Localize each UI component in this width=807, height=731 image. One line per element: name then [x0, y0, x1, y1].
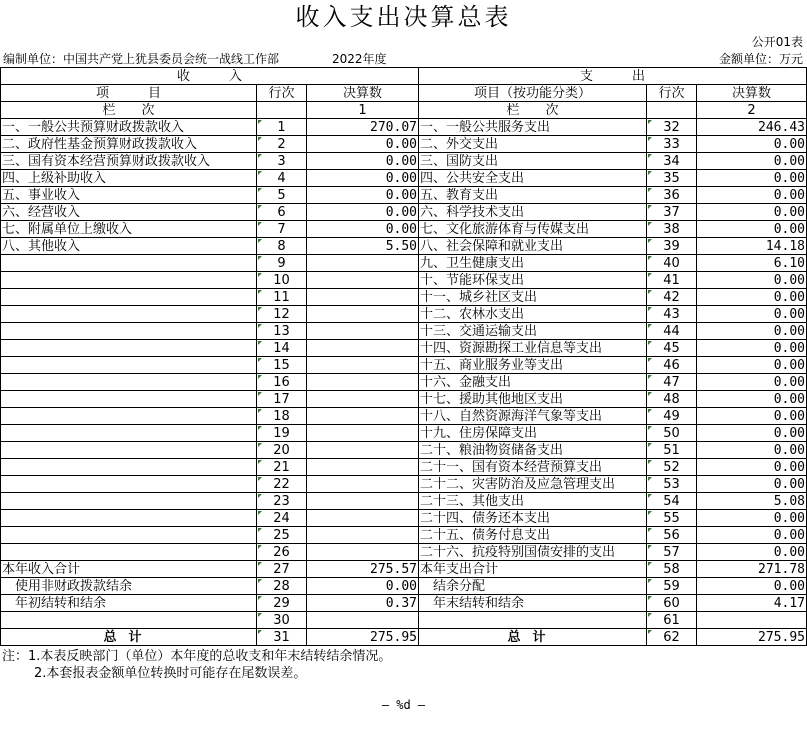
income-line-cell: 25 [257, 527, 307, 544]
expense-item-cell: 三、国防支出 [419, 153, 647, 170]
table-row [1, 357, 807, 374]
table-row [1, 510, 807, 527]
income-line-cell: 11 [257, 289, 307, 306]
income-line-cell: 31 [257, 629, 307, 646]
expense-item-cell: 十二、农林水支出 [419, 306, 647, 323]
income-item-cell: 三、国有资本经营预算财政拨款收入 [1, 153, 257, 170]
table-row [1, 340, 807, 357]
income-line-cell: 23 [257, 493, 307, 510]
expense-amount-cell: 0.00 [697, 153, 807, 170]
table-row [1, 374, 807, 391]
expense-line-header: 行次 [647, 85, 697, 102]
expense-amount-cell: 271.78 [697, 561, 807, 578]
income-line-cell: 14 [257, 340, 307, 357]
income-line-cell: 6 [257, 204, 307, 221]
income-item-cell [1, 357, 257, 374]
income-amount-cell [307, 323, 419, 340]
income-line-cell: 17 [257, 391, 307, 408]
expense-item-cell: 十九、住房保障支出 [419, 425, 647, 442]
income-item-cell: 总计 [1, 629, 257, 646]
expense-amount-cell: 5.08 [697, 493, 807, 510]
income-line-cell: 20 [257, 442, 307, 459]
table-row [1, 323, 807, 340]
expense-line-cell: 61 [647, 612, 697, 629]
expense-line-cell: 39 [647, 238, 697, 255]
income-amount-cell [307, 255, 419, 272]
table-row [1, 595, 807, 612]
income-amount-cell [307, 391, 419, 408]
income-item-cell: 本年收入合计 [1, 561, 257, 578]
income-amount-cell: 275.95 [307, 629, 419, 646]
expense-item-cell: 四、公共安全支出 [419, 170, 647, 187]
income-item-cell: 年初结转和结余 [1, 595, 257, 612]
income-amount-header: 决算数 [307, 85, 419, 102]
expense-line-cell: 44 [647, 323, 697, 340]
table-row [1, 391, 807, 408]
income-line-cell: 9 [257, 255, 307, 272]
income-amount-cell [307, 289, 419, 306]
expense-header: 支 出 [419, 68, 807, 85]
income-item-cell: 一、一般公共预算财政拨款收入 [1, 119, 257, 136]
table-row [1, 544, 807, 561]
income-amount-cell: 0.00 [307, 170, 419, 187]
income-line-cell: 16 [257, 374, 307, 391]
income-line-cell: 21 [257, 459, 307, 476]
expense-amount-cell: 0.00 [697, 408, 807, 425]
expense-item-cell: 一、一般公共服务支出 [419, 119, 647, 136]
expense-item-cell: 二、外交支出 [419, 136, 647, 153]
income-expense-table [0, 67, 807, 646]
expense-line-cell: 37 [647, 204, 697, 221]
income-item-cell [1, 459, 257, 476]
expense-amount-cell: 0.00 [697, 425, 807, 442]
expense-item-cell: 十四、资源勘探工业信息等支出 [419, 340, 647, 357]
expense-item-cell: 五、教育支出 [419, 187, 647, 204]
expense-item-cell [419, 612, 647, 629]
expense-amount-cell: 14.18 [697, 238, 807, 255]
income-line-cell: 3 [257, 153, 307, 170]
table-row [1, 136, 807, 153]
expense-amount-cell [697, 612, 807, 629]
header-row-section [1, 68, 807, 85]
income-line-cell: 24 [257, 510, 307, 527]
expense-item-cell: 二十、粮油物资储备支出 [419, 442, 647, 459]
income-amount-cell [307, 442, 419, 459]
income-item-cell [1, 510, 257, 527]
expense-item-cell: 八、社会保障和就业支出 [419, 238, 647, 255]
income-amount-cell: 0.00 [307, 221, 419, 238]
table-row [1, 612, 807, 629]
expense-line-cell: 54 [647, 493, 697, 510]
expense-line-cell: 47 [647, 374, 697, 391]
income-item-cell: 二、政府性基金预算财政拨款收入 [1, 136, 257, 153]
expense-item-cell: 二十三、其他支出 [419, 493, 647, 510]
income-amount-cell: 0.00 [307, 136, 419, 153]
income-amount-cell: 0.00 [307, 153, 419, 170]
expense-amount-cell: 0.00 [697, 459, 807, 476]
income-line-cell: 5 [257, 187, 307, 204]
expense-line-cell: 57 [647, 544, 697, 561]
income-column-label: 栏 次 [1, 102, 257, 119]
income-amount-cell: 0.37 [307, 595, 419, 612]
income-amount-cell [307, 459, 419, 476]
expense-item-cell: 十、节能环保支出 [419, 272, 647, 289]
expense-item-cell: 二十四、债务还本支出 [419, 510, 647, 527]
report-meta [0, 51, 807, 67]
income-line-cell: 7 [257, 221, 307, 238]
income-line-cell: 15 [257, 357, 307, 374]
income-line-cell: 18 [257, 408, 307, 425]
table-row [1, 306, 807, 323]
expense-item-cell: 二十二、灾害防治及应急管理支出 [419, 476, 647, 493]
expense-amount-cell: 0.00 [697, 340, 807, 357]
note-2: 2.本套报表金额单位转换时可能存在尾数误差。 [34, 666, 307, 681]
expense-item-cell: 九、卫生健康支出 [419, 255, 647, 272]
income-item-cell: 八、其他收入 [1, 238, 257, 255]
table-row [1, 153, 807, 170]
expense-amount-cell: 0.00 [697, 306, 807, 323]
income-amount-cell: 0.00 [307, 578, 419, 595]
income-item-cell [1, 272, 257, 289]
table-row [1, 238, 807, 255]
expense-column-label: 栏 次 [419, 102, 647, 119]
expense-item-cell: 七、文化旅游体育与传媒支出 [419, 221, 647, 238]
expense-amount-cell: 0.00 [697, 476, 807, 493]
expense-line-cell: 33 [647, 136, 697, 153]
income-line-cell: 2 [257, 136, 307, 153]
expense-line-cell: 58 [647, 561, 697, 578]
income-item-cell [1, 374, 257, 391]
report-year: 2022年度 [332, 52, 387, 66]
table-row [1, 629, 807, 646]
expense-line-cell: 38 [647, 221, 697, 238]
income-line-cell: 22 [257, 476, 307, 493]
income-item-cell [1, 255, 257, 272]
table-row [1, 170, 807, 187]
expense-amount-cell: 275.95 [697, 629, 807, 646]
expense-item-cell: 二十一、国有资本经营预算支出 [419, 459, 647, 476]
expense-amount-cell: 6.10 [697, 255, 807, 272]
income-amount-cell [307, 527, 419, 544]
income-amount-cell [307, 408, 419, 425]
expense-amount-cell: 0.00 [697, 510, 807, 527]
expense-item-cell: 十一、城乡社区支出 [419, 289, 647, 306]
note-1: 注：1.本表反映部门（单位）本年度的总收支和年末结转结余情况。 [2, 649, 392, 664]
expense-item-cell: 六、科学技术支出 [419, 204, 647, 221]
income-line-cell: 27 [257, 561, 307, 578]
expense-amount-cell: 0.00 [697, 323, 807, 340]
expense-item-cell: 二十五、债务付息支出 [419, 527, 647, 544]
expense-line-cell: 41 [647, 272, 697, 289]
income-item-cell [1, 544, 257, 561]
income-line-cell: 12 [257, 306, 307, 323]
income-amount-cell [307, 476, 419, 493]
income-amount-cell [307, 510, 419, 527]
expense-line-cell: 53 [647, 476, 697, 493]
expense-item-cell: 十五、商业服务业等支出 [419, 357, 647, 374]
expense-line-cell: 36 [647, 187, 697, 204]
table-row [1, 187, 807, 204]
income-item-header: 项 目 [1, 85, 257, 102]
header-row-columns [1, 85, 807, 102]
income-amount-cell [307, 374, 419, 391]
expense-amount-cell: 0.00 [697, 442, 807, 459]
table-row [1, 204, 807, 221]
page-title: 收入支出决算总表 [295, 3, 512, 31]
expense-amount-header: 决算数 [697, 85, 807, 102]
income-item-cell: 六、经营收入 [1, 204, 257, 221]
income-item-cell [1, 425, 257, 442]
table-row [1, 119, 807, 136]
expense-line-cell: 40 [647, 255, 697, 272]
income-item-cell: 四、上级补助收入 [1, 170, 257, 187]
income-line-cell: 1 [257, 119, 307, 136]
expense-item-cell: 十三、交通运输支出 [419, 323, 647, 340]
expense-amount-cell: 0.00 [697, 187, 807, 204]
income-item-cell: 七、附属单位上缴收入 [1, 221, 257, 238]
table-row [1, 527, 807, 544]
expense-item-cell: 年末结转和结余 [419, 595, 647, 612]
income-line-cell: 29 [257, 595, 307, 612]
income-amount-cell: 0.00 [307, 204, 419, 221]
table-code: 公开01表 [751, 35, 803, 49]
expense-amount-cell: 0.00 [697, 204, 807, 221]
page-footer: — %d — [381, 698, 426, 712]
income-line-cell: 26 [257, 544, 307, 561]
expense-amount-cell: 0.00 [697, 357, 807, 374]
income-item-cell [1, 493, 257, 510]
table-row [1, 493, 807, 510]
expense-line-cell: 56 [647, 527, 697, 544]
expense-line-cell: 32 [647, 119, 697, 136]
expense-line-cell: 45 [647, 340, 697, 357]
expense-line-cell: 52 [647, 459, 697, 476]
income-line-cell: 8 [257, 238, 307, 255]
income-item-cell [1, 340, 257, 357]
income-item-cell [1, 391, 257, 408]
income-item-cell: 使用非财政拨款结余 [1, 578, 257, 595]
table-row [1, 221, 807, 238]
income-amount-cell [307, 544, 419, 561]
expense-line-cell: 51 [647, 442, 697, 459]
table-row [1, 561, 807, 578]
amount-unit: 金额单位：万元 [718, 52, 803, 66]
header-row-column-index [1, 102, 807, 119]
income-amount-cell [307, 340, 419, 357]
expense-amount-cell: 0.00 [697, 391, 807, 408]
income-amount-cell [307, 357, 419, 374]
income-column-number: 1 [307, 102, 419, 119]
expense-line-cell: 46 [647, 357, 697, 374]
expense-line-cell: 50 [647, 425, 697, 442]
expense-amount-cell: 0.00 [697, 221, 807, 238]
expense-line-cell: 62 [647, 629, 697, 646]
income-amount-cell: 0.00 [307, 187, 419, 204]
expense-amount-cell: 0.00 [697, 544, 807, 561]
income-line-header: 行次 [257, 85, 307, 102]
income-item-cell: 五、事业收入 [1, 187, 257, 204]
table-row [1, 442, 807, 459]
expense-item-cell: 二十六、抗疫特别国债安排的支出 [419, 544, 647, 561]
table-row [1, 476, 807, 493]
expense-amount-cell: 246.43 [697, 119, 807, 136]
income-amount-cell [307, 425, 419, 442]
expense-line-cell: 55 [647, 510, 697, 527]
expense-amount-cell: 0.00 [697, 136, 807, 153]
income-amount-cell: 270.07 [307, 119, 419, 136]
expense-column-number: 2 [697, 102, 807, 119]
income-item-cell [1, 306, 257, 323]
expense-amount-cell: 0.00 [697, 272, 807, 289]
income-amount-cell [307, 272, 419, 289]
expense-line-cell: 34 [647, 153, 697, 170]
income-amount-cell: 5.50 [307, 238, 419, 255]
expense-amount-cell: 0.00 [697, 289, 807, 306]
expense-line-cell: 42 [647, 289, 697, 306]
expense-amount-cell: 0.00 [697, 170, 807, 187]
income-item-cell [1, 289, 257, 306]
income-amount-cell: 275.57 [307, 561, 419, 578]
income-line-cell: 28 [257, 578, 307, 595]
table-row [1, 578, 807, 595]
income-column-blank [257, 102, 307, 119]
expense-item-header: 项目（按功能分类） [419, 85, 647, 102]
table-row [1, 408, 807, 425]
income-line-cell: 30 [257, 612, 307, 629]
expense-item-cell: 总计 [419, 629, 647, 646]
expense-amount-cell: 0.00 [697, 374, 807, 391]
expense-amount-cell: 0.00 [697, 578, 807, 595]
income-item-cell [1, 476, 257, 493]
income-item-cell [1, 408, 257, 425]
income-item-cell [1, 323, 257, 340]
income-line-cell: 13 [257, 323, 307, 340]
expense-item-cell: 十六、金融支出 [419, 374, 647, 391]
expense-line-cell: 59 [647, 578, 697, 595]
table-row [1, 272, 807, 289]
table-row [1, 459, 807, 476]
table-row [1, 289, 807, 306]
expense-item-cell: 十七、援助其他地区支出 [419, 391, 647, 408]
income-item-cell [1, 442, 257, 459]
expense-amount-cell: 4.17 [697, 595, 807, 612]
expense-amount-cell: 0.00 [697, 527, 807, 544]
income-amount-cell [307, 612, 419, 629]
expense-line-cell: 60 [647, 595, 697, 612]
income-item-cell [1, 612, 257, 629]
expense-item-cell: 结余分配 [419, 578, 647, 595]
expense-line-cell: 35 [647, 170, 697, 187]
table-row [1, 425, 807, 442]
expense-line-cell: 48 [647, 391, 697, 408]
table-row [1, 255, 807, 272]
income-line-cell: 19 [257, 425, 307, 442]
expense-item-cell: 本年支出合计 [419, 561, 647, 578]
income-amount-cell [307, 306, 419, 323]
income-item-cell [1, 527, 257, 544]
income-header: 收 入 [1, 68, 419, 85]
expense-item-cell: 十八、自然资源海洋气象等支出 [419, 408, 647, 425]
compiling-unit: 编制单位：中国共产党上犹县委员会统一战线工作部 [3, 52, 280, 66]
expense-line-cell: 43 [647, 306, 697, 323]
income-line-cell: 10 [257, 272, 307, 289]
income-line-cell: 4 [257, 170, 307, 187]
expense-column-blank [647, 102, 697, 119]
income-amount-cell [307, 493, 419, 510]
expense-line-cell: 49 [647, 408, 697, 425]
